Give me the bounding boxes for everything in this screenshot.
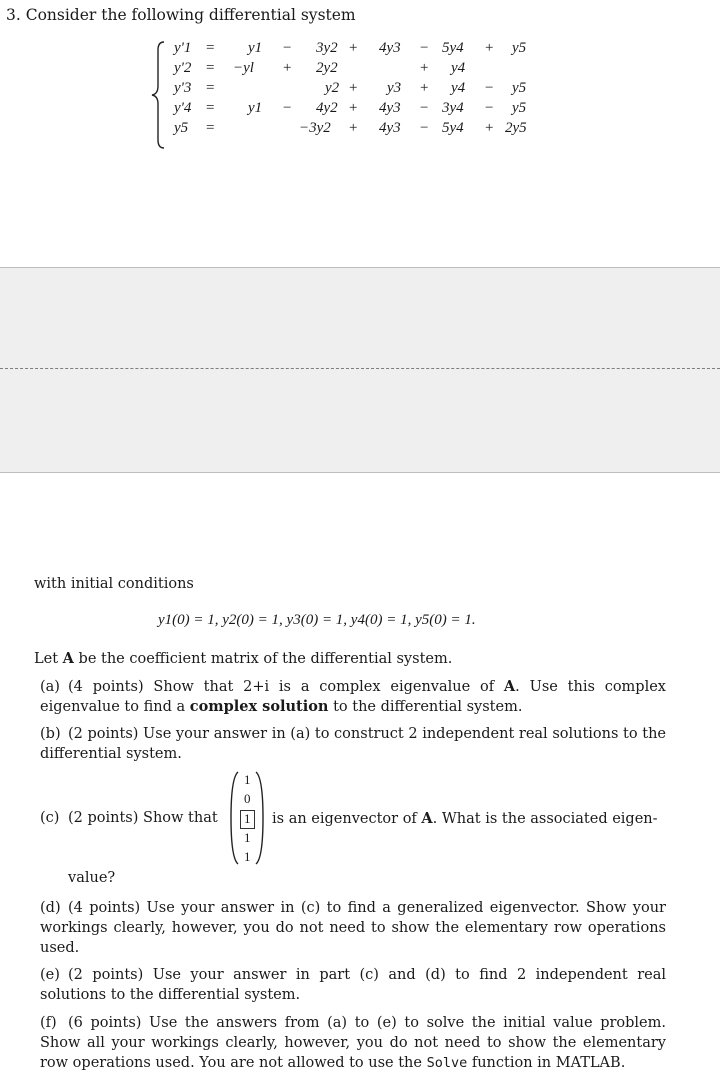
part-a (40, 677, 666, 717)
part-d-label: (d) (40, 900, 61, 916)
eq-row3-term: y5 (512, 80, 527, 96)
eq-row3-op: − (485, 80, 494, 96)
initial-conditions-intro: with initial conditions (34, 576, 194, 592)
part-b-text: (2 points) Use your answer in (a) to construct 2 independent real solutions to the differential system. (40, 726, 666, 762)
part-d-text: (4 points) Use your answer in (c) to find a generalized eigenvector. Show your workings clearly, however, you do not need to show the elementary row operations used. (40, 900, 666, 956)
eq-row1-op: − (283, 40, 292, 56)
vector-entry: 1 (244, 849, 251, 864)
part-c-text: . What is the associated eigen- (432, 811, 658, 827)
eq-row4-term: 4y3 (379, 100, 401, 116)
let-a-statement (34, 649, 664, 669)
eq-row3-lhs: y'3 (174, 80, 192, 96)
answer-area[interactable] (0, 267, 720, 473)
part-b-label: (b) (40, 726, 61, 742)
eq-row5-op: − (420, 120, 429, 136)
part-a-label: (a) (40, 679, 60, 695)
vector-entry: 1 (244, 772, 251, 787)
part-a-bold: complex solution (189, 698, 329, 715)
eq-row4-op: + (349, 100, 358, 116)
eq-row2-term: 2y2 (316, 60, 338, 76)
part-a-text: . Use this complex eigenvalue to find a (40, 679, 666, 715)
part-f-label: (f) (40, 1015, 57, 1031)
part-a-text: (4 points) Show that 2+i is a complex eigenvalue of (68, 679, 504, 695)
eq-row1-term: y5 (512, 40, 527, 56)
part-f (40, 1013, 666, 1073)
part-c-tail (272, 810, 658, 827)
eq-row5-term: 2y5 (505, 120, 527, 136)
eq-row1-term: y1 (248, 40, 263, 56)
eq-row1-op: + (485, 40, 494, 56)
eq-row2-equals: = (206, 60, 215, 76)
eq-row2-op: + (283, 60, 292, 76)
part-a-bold: A (503, 678, 516, 695)
eq-row3-equals: = (206, 80, 215, 96)
part-c-continuation: value? (68, 870, 116, 886)
let-a-bold: A (62, 650, 74, 667)
vector-entry: 1 (244, 830, 251, 845)
eq-row5-lhs: y5 (174, 120, 189, 136)
eq-row4-term: y5 (512, 100, 527, 116)
part-c-bold: A (421, 810, 433, 827)
eq-row4-lhs: y'4 (174, 100, 192, 116)
part-a-text: to the differential system. (328, 699, 523, 715)
part-c-label: (c) (40, 810, 60, 826)
eq-row4-equals: = (206, 100, 215, 116)
eq-row4-term: 4y2 (316, 100, 338, 116)
eq-row2-lhs: y'2 (174, 60, 192, 76)
part-f-text: function in MATLAB. (467, 1055, 626, 1071)
eq-row4-term: y1 (248, 100, 263, 116)
eq-row1-equals: = (206, 40, 215, 56)
part-d (40, 898, 666, 958)
eq-row1-lhs: y'1 (174, 40, 192, 56)
let-a-pre: Let (34, 651, 63, 667)
eq-row3-op: + (420, 80, 429, 96)
eq-row1-term: 4y3 (379, 40, 401, 56)
eq-row5-term: 5y4 (442, 120, 464, 136)
eq-row4-term: 3y4 (442, 100, 464, 116)
part-e-label: (e) (40, 967, 60, 983)
eq-row2-term: y4 (451, 60, 466, 76)
dashed-divider (0, 368, 720, 369)
vector-entry: 1 (244, 811, 251, 826)
let-a-post: be the coefficient matrix of the differential system. (73, 651, 453, 667)
eq-row2-op: + (420, 60, 429, 76)
eq-row3-op: + (349, 80, 358, 96)
eq-row2-term: −yl (233, 60, 254, 76)
part-e (40, 965, 666, 1005)
eq-row5-term: −3y2 (299, 120, 331, 136)
vector-entry: 0 (244, 791, 251, 806)
eq-row4-op: − (420, 100, 429, 116)
eq-row4-op: − (485, 100, 494, 116)
part-e-text: (2 points) Use your answer in part (c) and (d) to find 2 independent real solutions to the differential system. (40, 967, 666, 1003)
eq-row3-term: y2 (325, 80, 340, 96)
eq-row5-op: + (485, 120, 494, 136)
eq-row3-term: y3 (387, 80, 402, 96)
eq-row3-term: y4 (451, 80, 466, 96)
eq-row1-op: − (420, 40, 429, 56)
initial-conditions: y1(0) = 1, y2(0) = 1, y3(0) = 1, y4(0) = 1, y5(0) = 1. (158, 612, 476, 628)
part-c (40, 810, 218, 826)
eq-row5-equals: = (206, 120, 215, 136)
eq-row4-op: − (283, 100, 292, 116)
part-f-code: Solve (426, 1055, 468, 1071)
part-f-text: (6 points) Use the answers from (a) to (e) to solve the initial value problem. Show all your workings clearly, however, you do not need to show the elementary row operations used. You are not allowed to use the (40, 1015, 666, 1071)
eq-row1-term: 5y4 (442, 40, 464, 56)
question-header: 3. Consider the following differential system (6, 6, 356, 24)
part-c-text: (2 points) Show that (68, 810, 218, 826)
eq-row1-op: + (349, 40, 358, 56)
left-brace-icon (150, 40, 166, 150)
eq-row5-op: + (349, 120, 358, 136)
part-c-text: is an eigenvector of (272, 811, 422, 827)
eq-row1-term: 3y2 (316, 40, 338, 56)
eq-row5-term: 4y3 (379, 120, 401, 136)
part-b (40, 724, 666, 764)
